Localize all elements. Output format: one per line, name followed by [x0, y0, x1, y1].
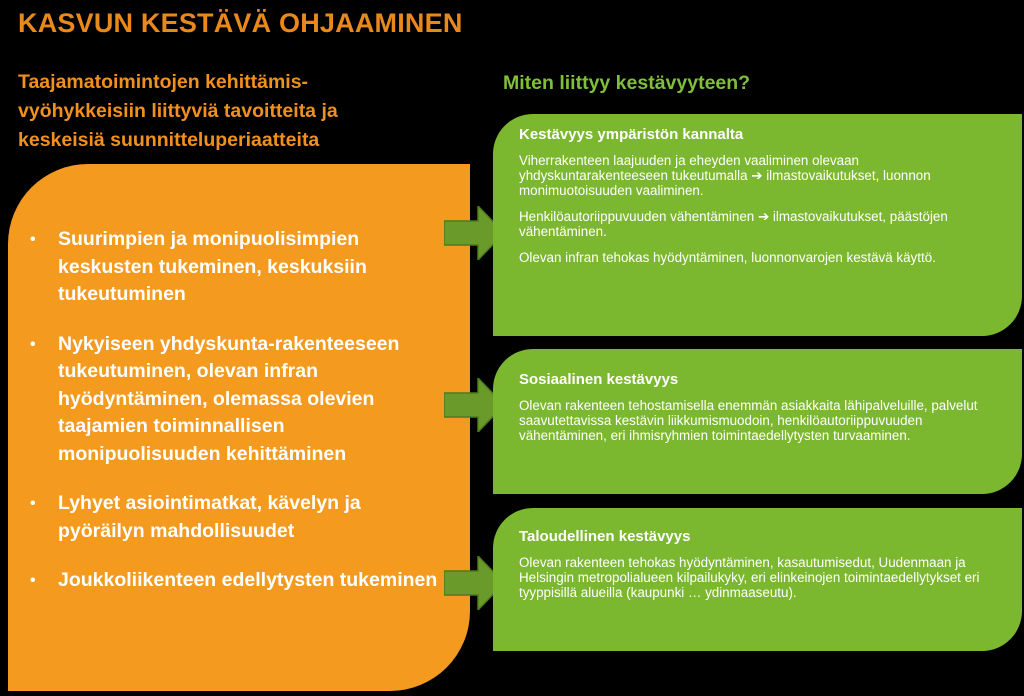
box-paragraph: Olevan rakenteen tehostamisella enemmän asiakkaita lähipalveluille, palvelut saavutettavissa kestävin liikkumismuodoin, henkilöautoriippuvuuden vähentäminen, eri ihmisryhmien toimintaedellytysten turvaaminen.: [519, 398, 978, 443]
goal-text: Joukkoliikenteen edellytysten tukeminen: [58, 569, 438, 591]
goal-item: [30, 226, 440, 309]
box-paragraph: Olevan infran tehokas hyödyntäminen, luonnonvarojen kestävä käyttö.: [519, 250, 936, 265]
goals-panel: [8, 164, 470, 691]
sustainability-heading: Miten liittyy kestävyyteen?: [503, 72, 751, 94]
box-heading: Kestävyys ympäristön kannalta: [519, 126, 744, 143]
box-paragraph: Henkilöautoriippuvuuden vähentäminen ➔ ilmastovaikutukset, päästöjen vähentäminen.: [519, 209, 948, 239]
box-paragraph: Viherrakenteen laajuuden ja eheyden vaaliminen olevaan yhdyskuntarakenteeseen tukeutumalla ➔ ilmastovaikutukset, luonnon monimuotoisuuden vaaliminen.: [519, 153, 931, 198]
social-sustainability-box: [493, 349, 1022, 494]
goals-heading-line-2: vyöhykkeisiin liittyviä tavoitteita ja: [18, 100, 338, 122]
bullet-icon: •: [30, 572, 36, 589]
bullet-icon: •: [30, 335, 36, 353]
goals-list: [30, 226, 440, 617]
goals-heading-line-3: keskeisiä suunnitteluperiaatteita: [18, 129, 320, 151]
environmental-sustainability-box: [493, 114, 1022, 336]
goal-item: [30, 490, 440, 545]
bullet-icon: •: [30, 495, 36, 512]
goal-text: Lyhyet asiointimatkat, kävelyn ja pyöräilyn mahdollisuudet: [58, 492, 361, 542]
goal-item: [30, 331, 440, 469]
goals-heading: [18, 68, 428, 155]
goal-text: Suurimpien ja monipuolisimpien keskusten tukeminen, keskuksiin tukeutuminen: [58, 228, 367, 305]
box-paragraph: Olevan rakenteen tehokas hyödyntäminen, kasautumisedut, Uudenmaan ja Helsingin metropolialueen kilpailukyky, eri elinkeinojen toimintaedellytykset eri tyyppisillä alueilla (kaupunki … ydinmaaseutu).: [519, 555, 980, 600]
goal-text: Nykyiseen yhdyskunta-rakenteeseen tukeutuminen, olevan infran hyödyntäminen, olemassa olevien taajamien toiminnallisen monipuolisuuden kehittäminen: [58, 332, 400, 465]
page-title: KASVUN KESTÄVÄ OHJAAMINEN: [18, 8, 463, 38]
goal-item: [30, 567, 440, 595]
box-heading: Sosiaalinen kestävyys: [519, 371, 679, 388]
economic-sustainability-box: [493, 508, 1022, 651]
goals-heading-line-1: Taajamatoimintojen kehittämis-: [18, 71, 309, 93]
box-heading: Taloudellinen kestävyys: [519, 528, 691, 545]
bullet-icon: •: [30, 231, 36, 248]
